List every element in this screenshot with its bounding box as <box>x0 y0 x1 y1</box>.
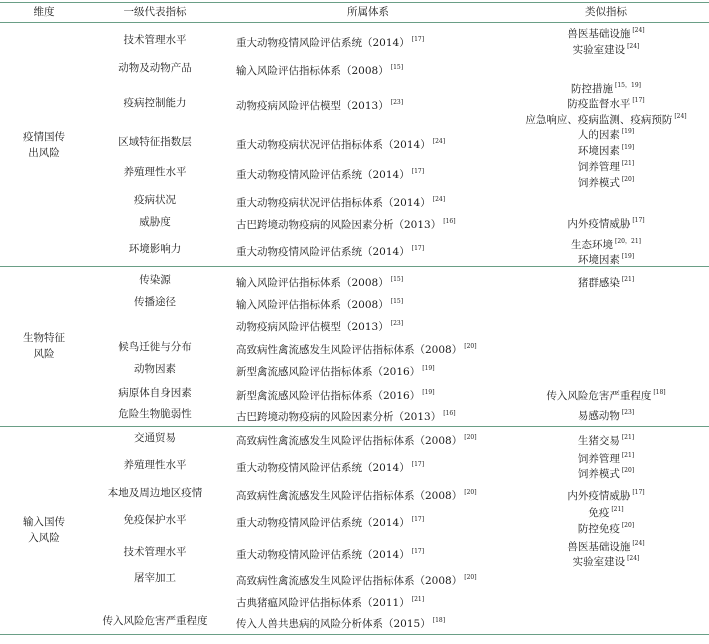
citation-ref: [17] <box>411 168 425 175</box>
indicator-name: 动物及动物产品 <box>118 62 192 74</box>
citation-ref: [21] <box>411 596 425 603</box>
similar-indicator: 防控免疫 [20] <box>577 522 635 535</box>
system-name: 动物疫病风险评估模型（2013） [23] <box>236 99 404 112</box>
citation-ref: [17] <box>411 36 425 43</box>
indicator-name: 传染源 <box>139 274 171 286</box>
citation-ref: [17] <box>411 461 425 468</box>
bottom-rule <box>0 634 709 635</box>
similar-indicator: 防疫监督水平 [17] <box>567 97 645 110</box>
system-name: 重大动物疫情风险评估系统（2014） [17] <box>236 245 425 258</box>
system-name: 输入风险评估指标体系（2008） [15] <box>236 298 404 311</box>
indicator-name: 威胁度 <box>139 216 171 228</box>
system-name: 重大动物疫情风险评估系统（2014） [17] <box>236 516 425 529</box>
citation-ref: [19] <box>422 365 435 372</box>
similar-indicator: 应急响应、疫病监测、疫病预防 [24] <box>525 113 687 126</box>
similar-indicator: 饲养模式 [20] <box>577 176 635 189</box>
citation-ref: [17] <box>411 516 425 523</box>
citation-ref: [21] <box>611 506 624 513</box>
system-name: 重大动物疫情风险评估系统（2014） [17] <box>236 461 425 474</box>
dimension-label: 生物特征风险 <box>23 332 65 360</box>
section-divider <box>0 266 709 267</box>
citation-ref: [19] <box>422 389 435 396</box>
citation-ref: [18] <box>432 617 446 624</box>
indicator-name: 本地及周边地区疫情 <box>107 487 203 499</box>
indicator-name: 病原体自身因素 <box>118 387 192 399</box>
citation-ref: [20] <box>621 176 635 183</box>
citation-ref: [21] <box>621 434 635 441</box>
system-name: 重大动物疫情风险评估系统（2014） [17] <box>236 36 425 49</box>
indicator-name: 疫病控制能力 <box>123 97 187 109</box>
citation-ref: [19] <box>621 128 635 135</box>
citation-ref: [24] <box>627 555 640 562</box>
indicator-name: 环境影响力 <box>128 243 182 255</box>
system-name: 新型禽流感风险评估指标体系（2016） [19] <box>236 389 435 402</box>
citation-ref: [17] <box>632 217 645 224</box>
citation-ref: [21] <box>621 452 635 459</box>
system-name: 新型禽流感风险评估指标体系（2016） [19] <box>236 365 435 378</box>
similar-indicator: 实验室建设 [24] <box>572 43 640 56</box>
citation-ref: [20] <box>464 574 477 581</box>
similar-indicator: 生态环境 [20，21] <box>571 238 641 251</box>
similar-indicator: 防控措施 [15，19] <box>571 82 641 95</box>
citation-ref: [16] <box>443 218 456 225</box>
citation-ref: [20] <box>464 489 477 496</box>
citation-ref: [24] <box>674 113 687 120</box>
similar-indicator: 生猪交易 [21] <box>577 434 635 447</box>
indicator-name: 养殖理性水平 <box>123 166 187 178</box>
indicator-name: 传播途径 <box>134 296 176 308</box>
similar-indicator: 环境因素 [19] <box>577 253 635 266</box>
header-similar: 类似指标 <box>585 6 627 18</box>
similar-indicator: 易感动物 [23] <box>577 409 635 422</box>
citation-ref: [17] <box>632 97 645 104</box>
system-name: 古巴跨境动物疫病的风险因素分析（2013） [16] <box>236 218 456 231</box>
citation-ref: [24] <box>627 43 640 50</box>
citation-ref: [20，21] <box>615 238 641 245</box>
indicator-name: 候鸟迁徙与分布 <box>118 341 192 353</box>
citation-ref: [20] <box>464 434 477 441</box>
citation-ref: [15] <box>390 276 404 283</box>
similar-indicator: 饲养模式 [20] <box>577 467 635 480</box>
dimension-label: 疫情国传出风险 <box>23 131 65 159</box>
indicator-name: 免疫保护水平 <box>123 514 187 526</box>
citation-ref: [23] <box>390 99 404 106</box>
similar-indicator: 人的因素 [19] <box>577 128 635 141</box>
similar-indicator: 猪群感染 [21] <box>577 276 635 289</box>
indicator-name: 技术管理水平 <box>123 34 187 46</box>
citation-ref: [20] <box>621 467 635 474</box>
system-name: 古巴跨境动物疫病的风险因素分析（2013） [16] <box>236 410 456 423</box>
dimension-label: 输入国传入风险 <box>23 516 65 544</box>
system-name: 重大动物疫情风险评估系统（2014） [17] <box>236 548 425 561</box>
similar-indicator: 实验室建设 [24] <box>572 555 640 568</box>
header-indicator: 一级代表指标 <box>123 6 187 18</box>
system-name: 重大动物疫病状况评估指标体系（2014） [24] <box>236 138 446 151</box>
similar-indicator: 环境因素 [19] <box>577 144 635 157</box>
header-system: 所属体系 <box>347 6 389 18</box>
similar-indicator: 内外疫情威胁 [17] <box>567 489 645 502</box>
system-name: 古典猪瘟风险评估指标体系（2011） [21] <box>236 596 425 609</box>
similar-indicator: 兽医基础设施 [24] <box>567 540 645 553</box>
citation-ref: [19] <box>621 144 635 151</box>
similar-indicator: 饲养管理 [21] <box>577 452 635 465</box>
system-name: 传入人兽共患病的风险分析体系（2015） [18] <box>236 617 446 630</box>
citation-ref: [24] <box>632 540 645 547</box>
system-name: 高致病性禽流感发生风险评估指标体系（2008） [20] <box>236 489 477 502</box>
indicator-name: 养殖理性水平 <box>123 459 187 471</box>
similar-indicator: 内外疫情威胁 [17] <box>567 217 645 230</box>
similar-indicator: 饲养管理 [21] <box>577 160 635 173</box>
indicator-name: 区域特征指数层 <box>118 136 192 148</box>
system-name: 动物疫病风险评估模型（2013） [23] <box>236 320 404 333</box>
citation-ref: [21] <box>621 160 635 167</box>
system-name: 高致病性禽流感发生风险评估指标体系（2008） [20] <box>236 574 477 587</box>
citation-ref: [20] <box>464 343 477 350</box>
indicator-name: 传入风险危害严重程度 <box>102 615 208 627</box>
citation-ref: [24] <box>432 138 446 145</box>
citation-ref: [19] <box>621 253 635 260</box>
header-dimension: 维度 <box>33 6 55 18</box>
citation-ref: [20] <box>621 522 635 529</box>
citation-ref: [17] <box>411 245 425 252</box>
citation-ref: [15，19] <box>615 82 641 89</box>
similar-indicator: 兽医基础设施 [24] <box>567 27 645 40</box>
system-name: 输入风险评估指标体系（2008） [15] <box>236 276 404 289</box>
system-name: 重大动物疫情风险评估系统（2014） [17] <box>236 168 425 181</box>
citation-ref: [16] <box>443 410 456 417</box>
citation-ref: [15] <box>390 298 404 305</box>
indicator-name: 屠宰加工 <box>134 572 176 584</box>
citation-ref: [17] <box>632 489 645 496</box>
citation-ref: [18] <box>653 389 666 396</box>
citation-ref: [23] <box>390 320 404 327</box>
citation-ref: [24] <box>632 27 645 34</box>
similar-indicator: 免疫 [21] <box>588 506 624 519</box>
citation-ref: [17] <box>411 548 425 555</box>
section-divider <box>0 426 709 427</box>
similar-indicator: 传入风险危害严重程度 [18] <box>546 389 666 402</box>
citation-ref: [21] <box>621 276 635 283</box>
header-rule <box>0 22 709 23</box>
system-name: 输入风险评估指标体系（2008） [15] <box>236 64 404 77</box>
indicator-name: 交通贸易 <box>134 432 176 444</box>
system-name: 重大动物疫病状况评估指标体系（2014） [24] <box>236 196 446 209</box>
indicator-name: 技术管理水平 <box>123 546 187 558</box>
citation-ref: [24] <box>432 196 446 203</box>
indicator-name: 危险生物脆弱性 <box>118 408 192 420</box>
system-name: 高致病性禽流感发生风险评估指标体系（2008） [20] <box>236 434 477 447</box>
citation-ref: [23] <box>621 409 635 416</box>
indicator-name: 动物因素 <box>134 363 176 375</box>
citation-ref: [15] <box>390 64 404 71</box>
indicator-name: 疫病状况 <box>134 194 176 206</box>
top-rule <box>0 2 709 3</box>
system-name: 高致病性禽流感发生风险评估指标体系（2008） [20] <box>236 343 477 356</box>
